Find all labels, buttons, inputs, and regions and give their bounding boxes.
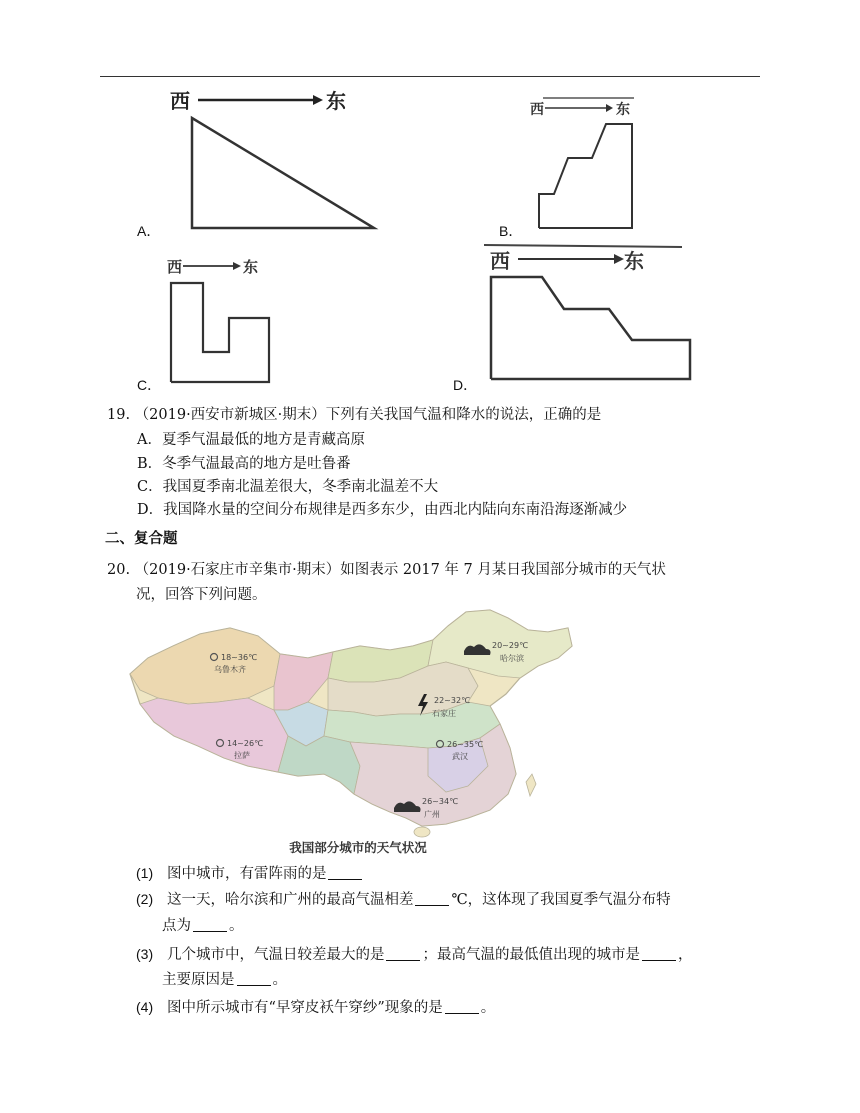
east-label: 东: [243, 258, 259, 276]
q19-option-a[interactable]: A．夏季气温最低的地方是青藏高原: [137, 432, 365, 448]
q20-sub3-line2: [162, 968, 287, 989]
sub3-text-d: 主要原因是: [162, 972, 235, 988]
option-d-letter: D．: [453, 377, 478, 393]
q20-stem-line1: [107, 558, 666, 579]
china-weather-map: [128, 606, 574, 856]
west-label: 西: [490, 249, 510, 273]
sub3-text-e: 。: [272, 972, 287, 988]
arrow-head: [233, 262, 241, 270]
shijiazhuang-name: 石家庄: [432, 709, 456, 718]
q20-sub2-line1: [136, 888, 671, 909]
q20-sub2-line2: [162, 914, 244, 935]
top-rule: [100, 76, 760, 77]
option-c-letter: C．: [137, 377, 162, 393]
q20-number: 20.: [107, 562, 131, 578]
sub3-text-c: ，: [677, 947, 693, 963]
harbin-name: 哈尔滨: [500, 654, 524, 663]
lhasa-temp: 14~26℃: [227, 739, 264, 748]
terrain-profile: [539, 124, 632, 228]
sub4-number: (4): [136, 999, 154, 1015]
option-d-diagram[interactable]: [482, 242, 697, 384]
guangzhou-name: 广州: [424, 810, 440, 819]
map-caption: 我国部分城市的天气状况: [289, 840, 427, 855]
region-xinjiang: [130, 628, 280, 704]
terrain-profile: [491, 277, 690, 379]
region-southwest: [278, 736, 360, 794]
west-label: 西: [170, 89, 190, 113]
map-svg: [128, 606, 574, 856]
sub3-text-b: ；最高气温的最低值出现的城市是: [422, 947, 640, 963]
q19-stem-text: 下列有关我国气温和降水的说法，正确的是: [325, 407, 602, 423]
guangzhou-temp: 26~34℃: [422, 797, 459, 806]
q20-sub3-line1: [136, 943, 692, 964]
sub2-text-a: 这一天，哈尔滨和广州的最高气温相差: [166, 892, 414, 908]
option-b-diagram[interactable]: [528, 94, 643, 234]
answer-blank[interactable]: [237, 971, 271, 986]
harbin-temp: 20~29℃: [492, 641, 529, 650]
east-label: 东: [616, 102, 630, 118]
q20-source: （2019·石家庄市辛集市·期末）: [134, 562, 341, 578]
q19-option-b[interactable]: B．冬季气温最高的地方是吐鲁番: [137, 456, 351, 472]
q20-sub4: [136, 996, 495, 1017]
sub1-number: (1): [136, 865, 154, 881]
east-label: 东: [326, 89, 346, 113]
option-a-svg: [168, 86, 383, 236]
top-border: [484, 245, 682, 247]
q20-sub1: [136, 862, 364, 883]
terrain-profile: [171, 283, 269, 382]
q19-option-d[interactable]: D．我国降水量的空间分布规律是西多东少，由西北内陆向东南沿海逐渐减少: [137, 502, 628, 518]
q19-stem: [107, 403, 601, 424]
wuhan-temp: 26~35℃: [447, 740, 484, 749]
urumqi-name: 乌鲁木齐: [214, 665, 246, 674]
sub2-text-b: ℃，这体现了我国夏季气温分布特: [451, 892, 671, 908]
answer-blank[interactable]: [386, 946, 420, 961]
arrow-head: [606, 104, 613, 112]
q19-option-c[interactable]: C．我国夏季南北温差很大，冬季南北温差不大: [137, 479, 439, 495]
option-c-svg: [165, 252, 275, 390]
answer-blank[interactable]: [445, 999, 479, 1014]
q20-stem-line2: 况，回答下列问题。: [136, 587, 267, 603]
option-b-svg: [528, 94, 643, 234]
sub2-text-d: 。: [229, 918, 244, 934]
option-b-letter: B．: [499, 223, 523, 239]
answer-blank[interactable]: [328, 865, 362, 880]
sub3-text-a: 几个城市中，气温日较差最大的是: [166, 947, 385, 963]
option-c-diagram[interactable]: [165, 252, 275, 390]
arrow-head: [614, 254, 624, 264]
west-label: 西: [167, 258, 183, 276]
q19-source: （2019·西安市新城区·期末）: [134, 407, 326, 423]
urumqi-temp: 18~36℃: [221, 653, 258, 662]
wuhan-name: 武汉: [452, 752, 468, 761]
sub2-text-c: 点为: [162, 918, 191, 934]
arrow-head: [313, 95, 323, 105]
option-a-diagram[interactable]: [168, 86, 383, 236]
option-a-letter: A．: [137, 223, 161, 239]
q19-number: 19.: [107, 407, 131, 423]
sub1-text: 图中城市，有雷阵雨的是: [166, 866, 327, 882]
q20-stem-text: 如图表示 2017 年 7 月某日我国部分城市的天气状: [340, 562, 666, 578]
region-tibet: [140, 698, 288, 772]
lhasa-name: 拉萨: [234, 751, 250, 760]
answer-blank[interactable]: [193, 917, 227, 932]
taiwan-island: [526, 774, 536, 796]
answer-blank[interactable]: [415, 891, 449, 906]
east-label: 东: [624, 249, 644, 273]
sub4-text-b: 。: [480, 1000, 496, 1016]
answer-blank[interactable]: [642, 946, 676, 961]
terrain-profile: [192, 118, 374, 228]
option-d-svg: [482, 242, 697, 384]
sub3-number: (3): [136, 946, 154, 962]
section-heading: 二、复合题: [105, 530, 178, 547]
west-label: 西: [530, 102, 544, 118]
sub4-text-a: 图中所示城市有“早穿皮袄午穿纱”现象的是: [166, 1000, 443, 1016]
sub2-number: (2): [136, 891, 154, 907]
hainan-island: [414, 827, 430, 837]
shijiazhuang-temp: 22~32℃: [434, 696, 471, 705]
